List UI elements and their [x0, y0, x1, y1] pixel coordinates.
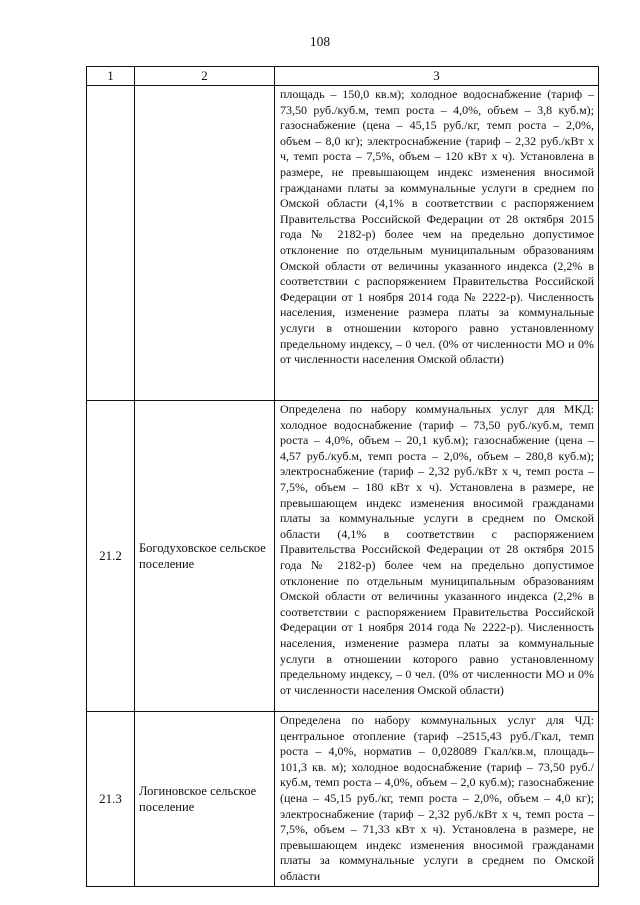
row-description: Определена по набору коммунальных услуг для ЧД: центральное отопление (тариф –2515,43 руб./Гкал, темп роста – 4,0%, норматив – 0,028089 Гкал/кв.м, площадь– 101,3 кв. м); холодное водоснабжение (тариф – 73,50 руб./куб.м, темп роста – 4,0%, объем – 2,0 куб.м); газоснабжение (цена – 45,15 руб./кг, темп роста – 2,0%, объем – 4,0 кг); электроснабжение (тариф – 2,32 руб./кВт х ч, темп роста – 7,5%, объем – 71,33 кВт х ч). Установлена в размере, не превышающем индекс изменения вносимой гражданами платы за коммунальные услуги в среднем по Омской области	[275, 712, 599, 887]
row-number	[87, 86, 135, 401]
municipality-name: Логиновское сельское поселение	[135, 712, 275, 887]
column-header: 1	[87, 67, 135, 86]
table-row	[87, 712, 599, 887]
table-row	[87, 401, 599, 712]
column-header: 2	[135, 67, 275, 86]
municipality-name: Богодуховское сельское поселение	[135, 401, 275, 712]
row-description: площадь – 150,0 кв.м); холодное водоснабжение (тариф – 73,50 руб./куб.м, темп роста – 4,0%, объем – 3,8 куб.м); газоснабжение (цена – 45,15 руб./кг, темп роста – 2,0%, объем – 8,0 кг); электроснабжение (тариф – 2,32 руб./кВт х ч, темп роста – 7,5%, объем – 120 кВт х ч). Установлена в размере, не превышающем индекс изменения вносимой гражданами платы за коммунальные услуги в среднем по Омской области (4,1% в соответствии с распоряжением Правительства Российской Федерации от 28 октября 2015 года № 2182-р) более чем на предельно допустимое отклонение по отдельным муниципальным образованиям Омской области от величины указанного индекса (2,2% в соответствии с распоряжением Правительства Российской Федерации от 1 ноября 2014 года № 2222-р). Численность населения, изменение размера платы за коммунальные услуги в отношении которого равно установленному предельному индексу, – 0 чел. (0% от численности МО и 0% от численности населения Омской области)	[275, 86, 599, 401]
row-description: Определена по набору коммунальных услуг для МКД: холодное водоснабжение (тариф – 73,50 руб./куб.м, темп роста – 4,0%, объем – 20,1 куб.м); газоснабжение (цена – 4,57 руб./куб.м, темп роста – 2,0%, объем – 280,8 куб.м); электроснабжение (тариф – 2,32 руб./кВт х ч, темп роста – 7,5%, объем – 180 кВт х ч). Установлена в размере, не превышающем индекс изменения вносимой гражданами платы за коммунальные услуги в среднем по Омской области (4,1% в соответствии с распоряжением Правительства Российской Федерации от 28 октября 2015 года № 2182-р) более чем на предельно допустимое отклонение по отдельным муниципальным образованиям Омской области от величины указанного индекса (2,2% в соответствии с распоряжением Правительства Российской Федерации от 1 ноября 2014 года № 2222-р). Численность населения, изменение размера платы за коммунальные услуги в отношении которого равно установленному предельному индексу, – 0 чел. (0% от численности МО и 0% от численности населения Омской области)	[275, 401, 599, 712]
municipality-name	[135, 86, 275, 401]
table-header-row	[87, 67, 599, 86]
column-header: 3	[275, 67, 599, 86]
table-row	[87, 86, 599, 401]
row-number: 21.2	[87, 401, 135, 712]
row-number: 21.3	[87, 712, 135, 887]
page-number: 108	[309, 34, 331, 49]
municipal-tariff-table	[86, 66, 599, 887]
